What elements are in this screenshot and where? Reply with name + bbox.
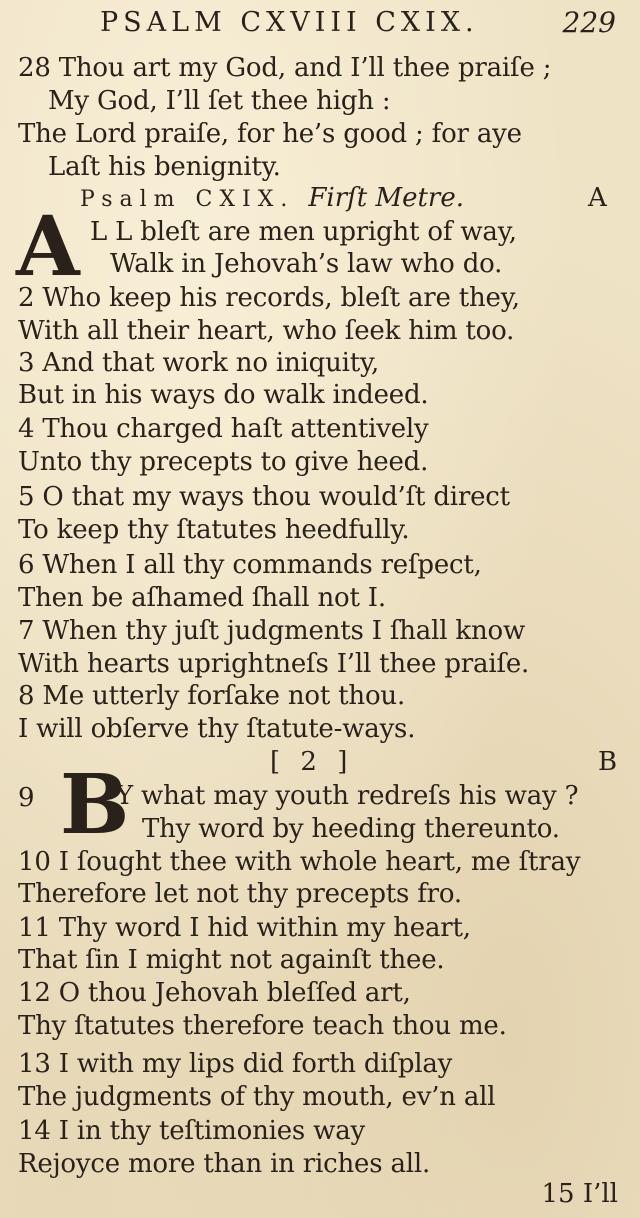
stanza-a-verse-line: I will obſerve thy ſtatute-ways. xyxy=(18,714,416,744)
catchword: 15 I’ll xyxy=(541,1179,618,1209)
stanza-a-verse-line: With all their heart, who ſeek him too. xyxy=(18,316,515,346)
stanza-b-line-2: Thy word by heeding thereunto. xyxy=(142,814,560,844)
stanza-a-verse-line: 4 Thou charged haſt attentively xyxy=(18,414,429,444)
metre-label: Firſt Metre. xyxy=(308,183,465,213)
stanza-a-verse-line: But in his ways do walk indeed. xyxy=(18,380,429,410)
stanza-b-verse-line: Therefore let not thy precepts fro. xyxy=(18,879,462,909)
section-marker-b: B xyxy=(598,747,618,777)
stanza-b-verse-line: 12 O thou Jehovah bleſſed art, xyxy=(18,978,411,1008)
verse-number-9: 9 xyxy=(18,783,35,813)
stanza-a-line-1: L L bleſt are men upright of way, xyxy=(90,217,517,247)
part-number: [ 2 ] xyxy=(270,747,354,777)
section-heading xyxy=(80,182,464,216)
stanza-a-verse-line: With hearts uprightneſs I’ll thee praiſe. xyxy=(18,649,530,679)
stanza-b-verse-line: 13 I with my lips did forth diſplay xyxy=(18,1049,453,1079)
page-number: 229 xyxy=(562,6,616,39)
psalm118-line-1: 28 Thou art my God, and I’ll thee praiſe ; xyxy=(18,53,552,83)
psalm118-line-3: The Lord praiſe, for he’s good ; for aye xyxy=(18,119,522,149)
stanza-b-verse-line: Rejoyce more than in riches all. xyxy=(18,1149,431,1179)
stanza-a-verse-line: 2 Who keep his records, bleſt are they, xyxy=(18,283,520,313)
stanza-a-verse-line: 7 When thy juſt judgments I ſhall know xyxy=(18,616,526,646)
psalm118-line-4: Laſt his benignity. xyxy=(48,152,281,182)
psalm-title: Psalm CXIX. xyxy=(80,187,295,212)
stanza-b-verse-line: 10 I ſought thee with whole heart, me ſtray xyxy=(18,847,581,877)
stanza-a-verse-line: 8 Me utterly forſake not thou. xyxy=(18,681,406,711)
stanza-b-line-1: Y what may youth redreſs his way ? xyxy=(116,781,579,811)
drop-cap-a: A xyxy=(16,199,80,295)
stanza-a-verse-line: To keep thy ſtatutes heedfully. xyxy=(18,515,410,545)
stanza-a-verse-line: Unto thy precepts to give heed. xyxy=(18,447,429,477)
stanza-a-line-2: Walk in Jehovah’s law who do. xyxy=(110,249,503,279)
stanza-b-verse-line: That ſin I might not againſt thee. xyxy=(18,945,445,975)
drop-cap-b: B xyxy=(60,757,130,853)
stanza-b-verse-line: Thy ſtatutes therefore teach thou me. xyxy=(18,1011,507,1041)
stanza-b-verse-line: The judgments of thy mouth, ev’n all xyxy=(18,1082,496,1112)
stanza-a-verse-line: 6 When I all thy commands reſpect, xyxy=(18,550,482,580)
stanza-a-verse-line: Then be aſhamed ſhall not I. xyxy=(18,583,386,613)
section-marker-a: A xyxy=(588,183,607,213)
stanza-a-verse-line: 5 O that my ways thou would’ſt direct xyxy=(18,482,510,512)
psalm118-line-2: My God, I’ll ſet thee high : xyxy=(48,86,391,116)
running-head: PSALM CXVIII CXIX. xyxy=(100,7,479,38)
stanza-b-verse-line: 14 I in thy teſtimonies way xyxy=(18,1116,365,1146)
stanza-b-verse-line: 11 Thy word I hid within my heart, xyxy=(18,913,471,943)
stanza-a-verse-line: 3 And that work no iniquity, xyxy=(18,348,380,378)
